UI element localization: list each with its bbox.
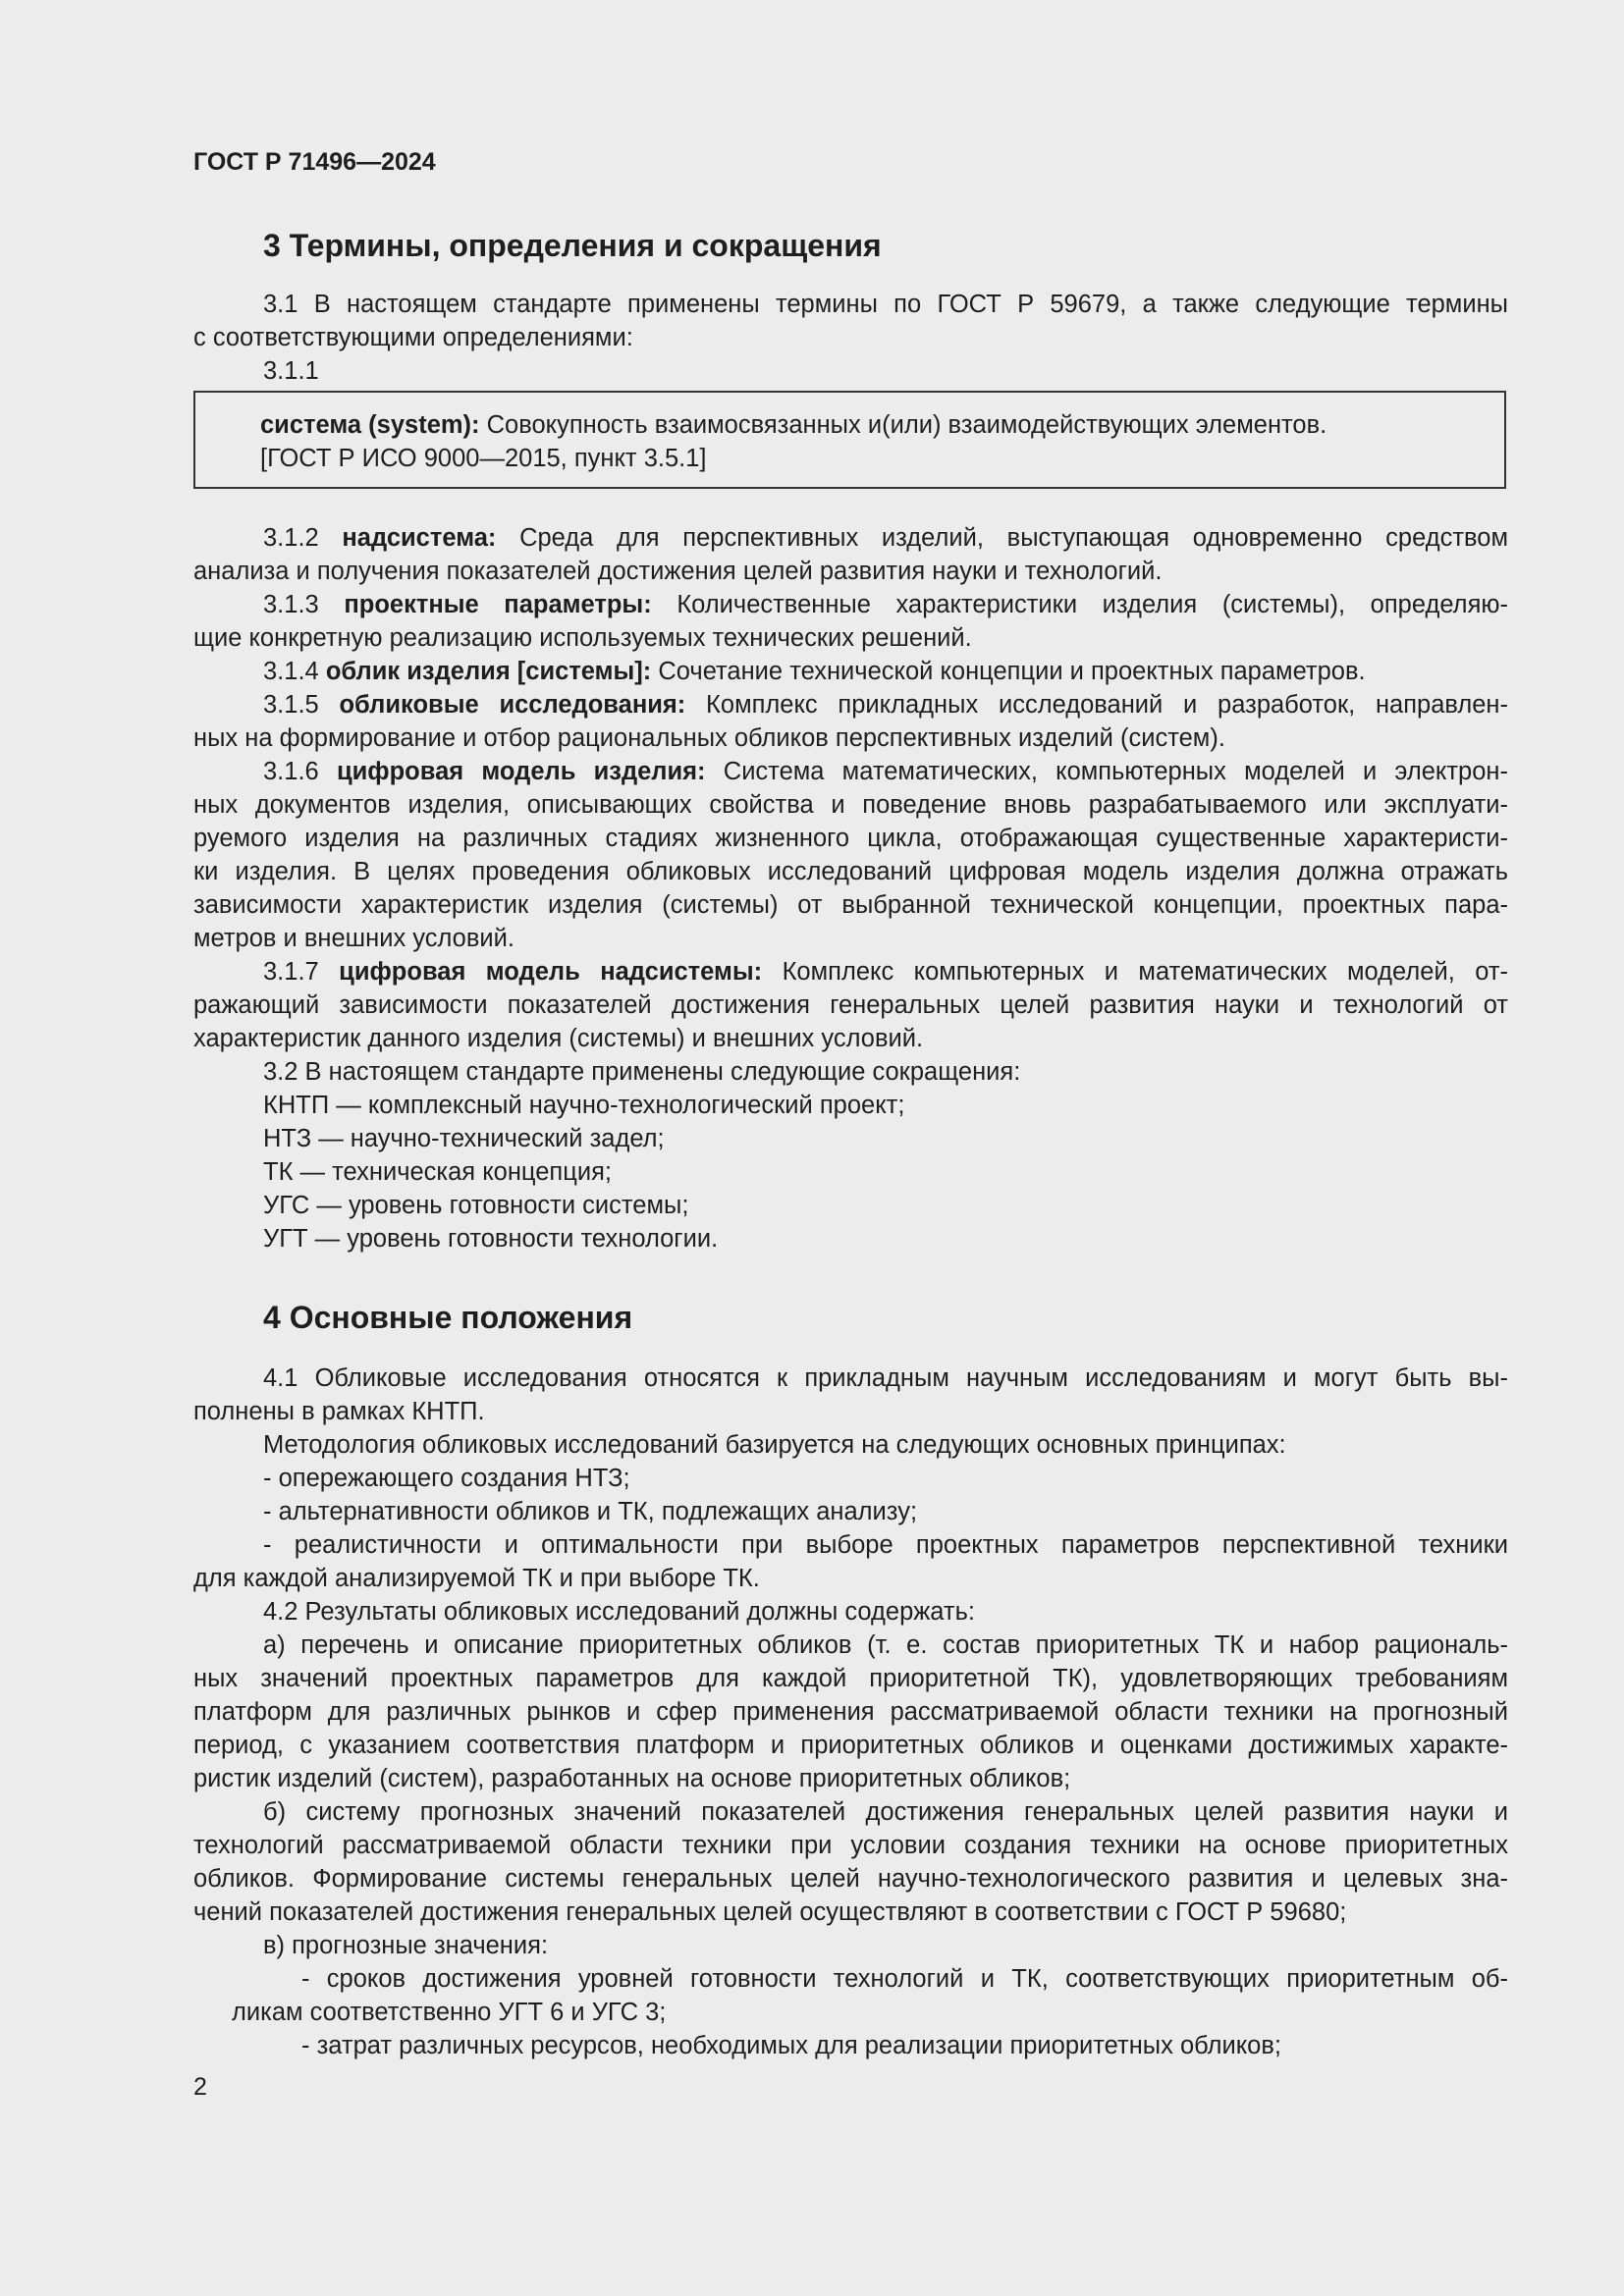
text-line: зависимости характеристик изделия (системы) от выбранной технической концепции, проектных пара- — [193, 891, 1508, 919]
text-line: характеристик данного изделия (системы) и внешних условий. — [193, 1025, 924, 1052]
abbreviation-item: УГТ — уровень готовности технологии. — [263, 1225, 719, 1253]
definition-box — [193, 391, 1506, 489]
term-3-1-2: 3.1.2 надсистема: Среда для перспективных изделий, выступающая одновременно средством — [263, 524, 1508, 552]
text-line: полнены в рамках КНТП. — [193, 1398, 485, 1425]
page-number: 2 — [193, 2073, 207, 2101]
list-item-v: в) прогнозные значения: — [263, 1932, 549, 1959]
term-3-1-7: 3.1.7 цифровая модель надсистемы: Комплекс компьютерных и математических моделей, от- — [263, 958, 1508, 986]
abbreviation-item: УГС — уровень готовности системы; — [263, 1192, 689, 1219]
text-line: ристик изделий (систем), разработанных на основе приоритетных обликов; — [193, 1765, 1071, 1792]
text-line: период, с указанием соответствия платформ и приоритетных обликов и оценками достижимых характе- — [193, 1732, 1508, 1759]
principle-item: - опережающего создания НТЗ; — [263, 1465, 630, 1492]
abbreviation-item: НТЗ — научно-технический задел; — [263, 1125, 665, 1152]
text-line: платформ для различных рынков и сфер применения рассматриваемой области техники на прогнозный — [193, 1698, 1508, 1726]
text-line: ки изделия. В целях проведения обликовых исследований цифровая модель изделия должна отражать — [193, 858, 1508, 885]
clause-3-1 — [193, 288, 1508, 388]
abbreviation-item: ТК — техническая концепция; — [263, 1158, 612, 1186]
text-line: чений показателей достижения генеральных целей осуществляют в соответствии с ГОСТ Р 59680; — [193, 1898, 1347, 1926]
text-line: ликам соответственно УГТ 6 и УГС 3; — [232, 1999, 667, 2026]
definition-reference: [ГОСТ Р ИСО 9000—2015, пункт 3.5.1] — [260, 445, 707, 472]
term-3-1-6: 3.1.6 цифровая модель изделия: Система математических, компьютерных моделей и электрон- — [263, 758, 1508, 785]
clause-4-2: 4.2 Результаты обликовых исследований должны содержать: — [263, 1598, 975, 1626]
sub-item: - затрат различных ресурсов, необходимых для реализации приоритетных обликов; — [301, 2032, 1281, 2059]
text-line: руемого изделия на различных стадиях жизненного цикла, отображающая существенные характеристи- — [193, 825, 1508, 852]
text-line: технологий рассматриваемой области техники при условии создания техники на основе приоритетных — [193, 1832, 1508, 1859]
text-line: 3.1 В настоящем стандарте применены термины по ГОСТ Р 59679, а также следующие термины — [263, 291, 1508, 318]
section-3-title: 3 Термины, определения и сокращения — [263, 228, 882, 263]
text-line: анализа и получения показателей достижения целей развития науки и технологий. — [193, 558, 1163, 585]
text-line: Методология обликовых исследований базируется на следующих основных принципах: — [263, 1431, 1286, 1459]
list-item-b: б) систему прогнозных значений показателей достижения генеральных целей развития науки и — [263, 1798, 1508, 1826]
text-line: ных значений проектных параметров для каждой приоритетной ТК), удовлетворяющих требованиям — [193, 1665, 1508, 1692]
text-line: ражающий зависимости показателей достижения генеральных целей развития науки и технологий от — [193, 991, 1508, 1019]
clause-3-2: 3.2 В настоящем стандарте применены следующие сокращения: — [263, 1058, 1021, 1086]
terms-list — [193, 521, 1508, 1255]
standard-header: ГОСТ Р 71496—2024 — [193, 148, 436, 176]
term-3-1-5: 3.1.5 обликовые исследования: Комплекс прикладных исследований и разработок, направлен- — [263, 691, 1509, 719]
text-line: ных на формирование и отбор рациональных обликов перспективных изделий (систем). — [193, 724, 1225, 752]
text-line: обликов. Формирование системы генеральных целей научно-технологического развития и целевых зна- — [193, 1865, 1508, 1893]
list-item-a: а) перечень и описание приоритетных обликов (т. е. состав приоритетных ТК и набор рациональ- — [263, 1631, 1508, 1659]
text-line: метров и внешних условий. — [193, 925, 514, 952]
text-line: ных документов изделия, описывающих свойства и поведение вновь разрабатываемого или эксплуати- — [193, 791, 1508, 819]
definition-text: Совокупность взаимосвязанных и(или) взаимодействующих элементов. — [479, 411, 1327, 439]
principle-item: - реалистичности и оптимальности при выборе проектных параметров перспективной техники — [263, 1531, 1508, 1559]
section-4-body — [193, 1362, 1508, 2062]
text-line: для каждой анализируемой ТК и при выборе ТК. — [193, 1565, 760, 1592]
sub-item: - сроков достижения уровней готовности технологий и ТК, соответствующих приоритетным об- — [301, 1965, 1508, 1993]
term-3-1-3: 3.1.3 проектные параметры: Количественные характеристики изделия (системы), определяю- — [263, 591, 1508, 618]
definition-line — [260, 408, 1478, 442]
principle-item: - альтернативности обликов и ТК, подлежащих анализу; — [263, 1498, 918, 1525]
clause-number: 3.1.1 — [263, 357, 319, 385]
definition-term: система (system): — [260, 411, 480, 439]
clause-4-1: 4.1 Обликовые исследования относятся к прикладным научным исследованиям и могут быть вы- — [263, 1364, 1508, 1392]
section-4-title: 4 Основные положения — [263, 1300, 633, 1335]
text-line: щие конкретную реализацию используемых технических решений. — [193, 624, 972, 652]
term-3-1-4: 3.1.4 облик изделия [системы]: Сочетание технической концепции и проектных параметров. — [263, 658, 1366, 685]
abbreviation-item: КНТП — комплексный научно-технологический проект; — [263, 1092, 905, 1119]
text-line: с соответствующими определениями: — [193, 324, 633, 351]
